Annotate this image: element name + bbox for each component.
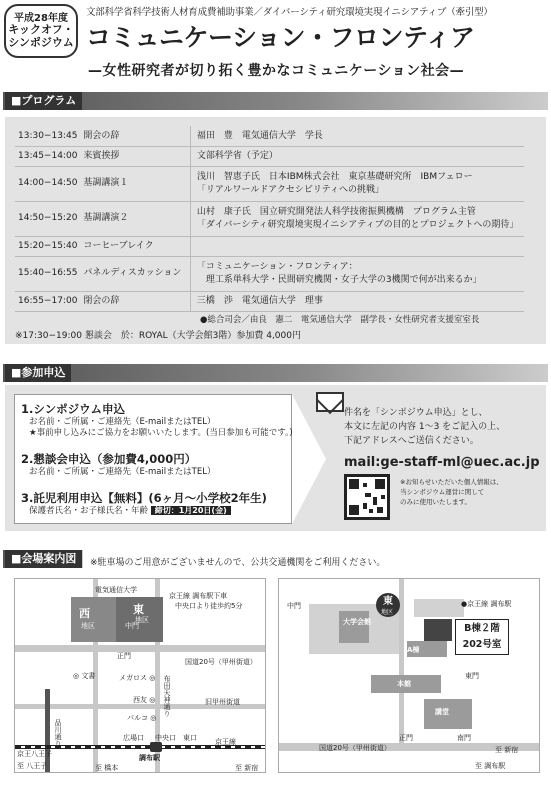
map-label-middle-gate: 中門 [125, 622, 139, 630]
row-desc [190, 166, 524, 201]
map-label-to-hashimoto: 至 橋本 [95, 764, 119, 772]
row-time: 15:20−15:40 [15, 236, 80, 256]
map-label-walk-time: 中央口より徒歩約5分 [175, 602, 243, 610]
map-label-building-a: A棟 [407, 646, 420, 654]
map-label-hachioji: 京王八王子 [17, 750, 52, 758]
map-label-bunsho: ◎ 文書 [73, 672, 96, 680]
campus-map [278, 578, 540, 773]
map-label-east-area: 地区 [135, 616, 149, 624]
instruction-line: 下記アドレスへご送信ください。 [344, 435, 479, 446]
table-row [15, 166, 524, 201]
deadline-badge: 締切：1月20日(金) [151, 506, 231, 515]
venue-building: B棟２階 [464, 623, 500, 634]
item-line: お名前・ご所属・ご連絡先（E-mailまたはTEL） [29, 467, 216, 477]
map-label-route20: 国道20号（甲州街道） [319, 744, 391, 752]
row-time: 15:40−16:55 [15, 256, 80, 291]
map-label-chofu-station: 調布駅 [139, 754, 160, 762]
badge-year: 平成28年度 [14, 12, 68, 24]
area-map [14, 578, 266, 773]
map-label-to-chofu: 至 調布駅 [475, 762, 506, 770]
map-label-shinagawa-dori: 品川通り [54, 719, 62, 747]
access-section-label: ■会場案内図 [5, 550, 82, 568]
map-label-west: 西 [79, 607, 90, 620]
row-desc-line: 山村 康子氏 国立研究開発法人科学技術振興機構 プログラム主管 [196, 207, 476, 218]
access-note: ※駐車場のご用意がございませんので、公共交通機関をご利用ください。 [90, 558, 386, 568]
registration-instructions [344, 407, 505, 449]
map-label-central-exit: 中央口 [155, 734, 176, 742]
sponsor-line: 文部科学省科学技術人材育成費補助事業／ダイバーシティ研究環境実現イニシアティブ（牽引型） [86, 7, 493, 18]
email-address-link[interactable]: mail:ge-staff-ml@uec.ac.jp [344, 455, 540, 470]
row-desc-line: 理工系単科大学・民間研究機関・女子大学の3機関で何が出来るか」 [196, 274, 482, 285]
row-desc: 福田 豊 電気通信大学 学長 [190, 126, 524, 146]
map-label-keio-line: 京王線 [215, 738, 236, 746]
privacy-line: ※お知らせいただいた個人情報は、 [400, 478, 503, 486]
row-time: 14:50−15:20 [15, 201, 80, 236]
table-row [15, 236, 524, 256]
table-row [15, 256, 524, 291]
map-label-station-exit: 京王線 調布駅下車 [169, 592, 228, 600]
table-row [15, 201, 524, 236]
map-label-main-gate: 正門 [399, 734, 413, 742]
row-desc-line: 「リアルワールドアクセシビリティへの挑戦」 [196, 184, 384, 195]
row-desc-line: 浅川 智恵子氏 日本IBM株式会社 東京基礎研究所 IBMフェロー [196, 172, 473, 183]
map-label-keio-chofu: ●京王線 調布駅 [461, 600, 512, 608]
row-title: コーヒーブレイク [80, 236, 190, 256]
event-badge [4, 4, 78, 58]
privacy-line: 当シンポジウム運営に関して [400, 487, 485, 496]
venue-room: 202号室 [462, 639, 502, 650]
map-label-auditorium: 講堂 [435, 708, 449, 716]
item-heading: 3.託児利用申込【無料】(6ヶ月〜小学校2年生) [21, 491, 267, 505]
row-desc [190, 236, 524, 256]
privacy-note [400, 478, 503, 507]
map-label-university: 電気通信大学 [95, 586, 137, 594]
map-label-to-shinjuku: 至 新宿 [495, 746, 519, 754]
table-row [15, 126, 524, 146]
row-desc: 三橋 渉 電気通信大学 理事 [190, 291, 524, 311]
map-label-east: 東 [133, 603, 144, 616]
map-label-west-area: 地区 [81, 622, 95, 630]
row-title: パネルディスカッション [80, 256, 190, 291]
item-line: ★事前申し込みにご協力をお願いいたします。(当日参加も可能です。) [29, 428, 293, 439]
map-label-to-shinjuku: 至 新宿 [235, 764, 259, 772]
map-label-to-hachioji: 至 八王子 [17, 762, 48, 770]
map-label-main-building: 本館 [397, 680, 411, 688]
row-desc [190, 201, 524, 236]
map-label-main-gate: 正門 [117, 652, 131, 660]
envelope-icon [316, 392, 344, 412]
venue-callout [455, 619, 509, 655]
registration-item-symposium [21, 401, 293, 440]
row-time: 16:55−17:00 [15, 291, 80, 311]
row-title: 閉会の辞 [80, 291, 190, 311]
reception-line: ※17:30−19:00 懇談会 於：ROYAL（大学会館3階）参加費 4,000円 [15, 331, 301, 341]
program-table [15, 126, 524, 312]
row-title: 来賓挨拶 [80, 146, 190, 166]
page-title: コミュニケーション・フロンティア [86, 23, 475, 52]
map-label-plaza-exit: 広場口 [123, 734, 144, 742]
map-label-university-hall: 大学会館 [343, 618, 371, 626]
qr-code-icon[interactable] [344, 474, 390, 520]
row-desc-line: 「コミュニケーション・フロンティア： [196, 262, 358, 273]
program-section-bar [3, 92, 548, 110]
registration-section-bar [3, 364, 548, 382]
map-label-east-gate: 東門 [465, 672, 479, 680]
item-heading: 2.懇談会申込（参加費4,000円） [21, 452, 197, 466]
program-section-label: ■プログラム [5, 92, 82, 110]
row-title: 基調講演２ [80, 201, 190, 236]
arrow-right-icon [292, 394, 326, 524]
row-time: 13:45−14:00 [15, 146, 80, 166]
map-label-megalos: メガロス ◎ [119, 674, 156, 682]
moderator-line: ●総合司会／由良 憲二 電気通信大学 副学長・女性研究者支援室室長 [200, 315, 480, 325]
registration-section-label: ■参加申込 [5, 364, 71, 382]
map-label-old-koshu: 旧甲州街道 [205, 698, 240, 706]
map-label-east: 東 [376, 593, 400, 617]
item-line: お名前・ご所属・ご連絡先（E-mailまたはTEL） [29, 417, 216, 427]
item-line [21, 506, 267, 517]
privacy-line: のみに使用いたします。 [400, 497, 471, 506]
page-subtitle: —女性研究者が切り拓く豊かなコミュニケーション社会— [88, 63, 465, 79]
instruction-line: 本文に左記の内容 1〜3 をご記入の上、 [344, 421, 506, 432]
row-title: 基調講演１ [80, 166, 190, 201]
map-label-east-exit: 東口 [183, 734, 197, 742]
map-label-middle-gate: 中門 [287, 602, 301, 610]
row-desc-line: 「ダイバーシティ研究環境実現イニシアティブの目的とプロジェクトへの期待」 [196, 219, 519, 230]
row-desc: 文部科学省（予定） [190, 146, 524, 166]
map-label-east-area: 地区 [381, 609, 394, 616]
row-time: 14:00−14:50 [15, 166, 80, 201]
map-label-south-gate: 南門 [457, 734, 471, 742]
registration-items [14, 394, 292, 524]
instruction-line: 件名を「シンポジウム申込」とし、 [344, 408, 488, 418]
row-desc [190, 256, 524, 291]
row-title: 開会の辞 [80, 126, 190, 146]
registration-item-childcare [21, 490, 267, 517]
item-line-text: 保護者氏名・お子様氏名・年齢 [29, 506, 149, 516]
table-row [15, 291, 524, 311]
row-time: 13:30−13:45 [15, 126, 80, 146]
badge-line3: シンポジウム [8, 35, 74, 49]
map-label-route20: 国道20号（甲州街道） [185, 658, 257, 666]
table-row [15, 146, 524, 166]
registration-item-reception [21, 451, 215, 478]
badge-line2: キックオフ・ [8, 23, 74, 37]
access-section-bar [3, 550, 83, 568]
map-label-fuda-tenjin: 布田天神通り [163, 675, 171, 717]
map-label-parco: パルコ ◎ [127, 714, 157, 722]
map-label-seiyu: 西友 ◎ [133, 696, 156, 704]
item-heading: 1.シンポジウム申込 [21, 402, 125, 416]
